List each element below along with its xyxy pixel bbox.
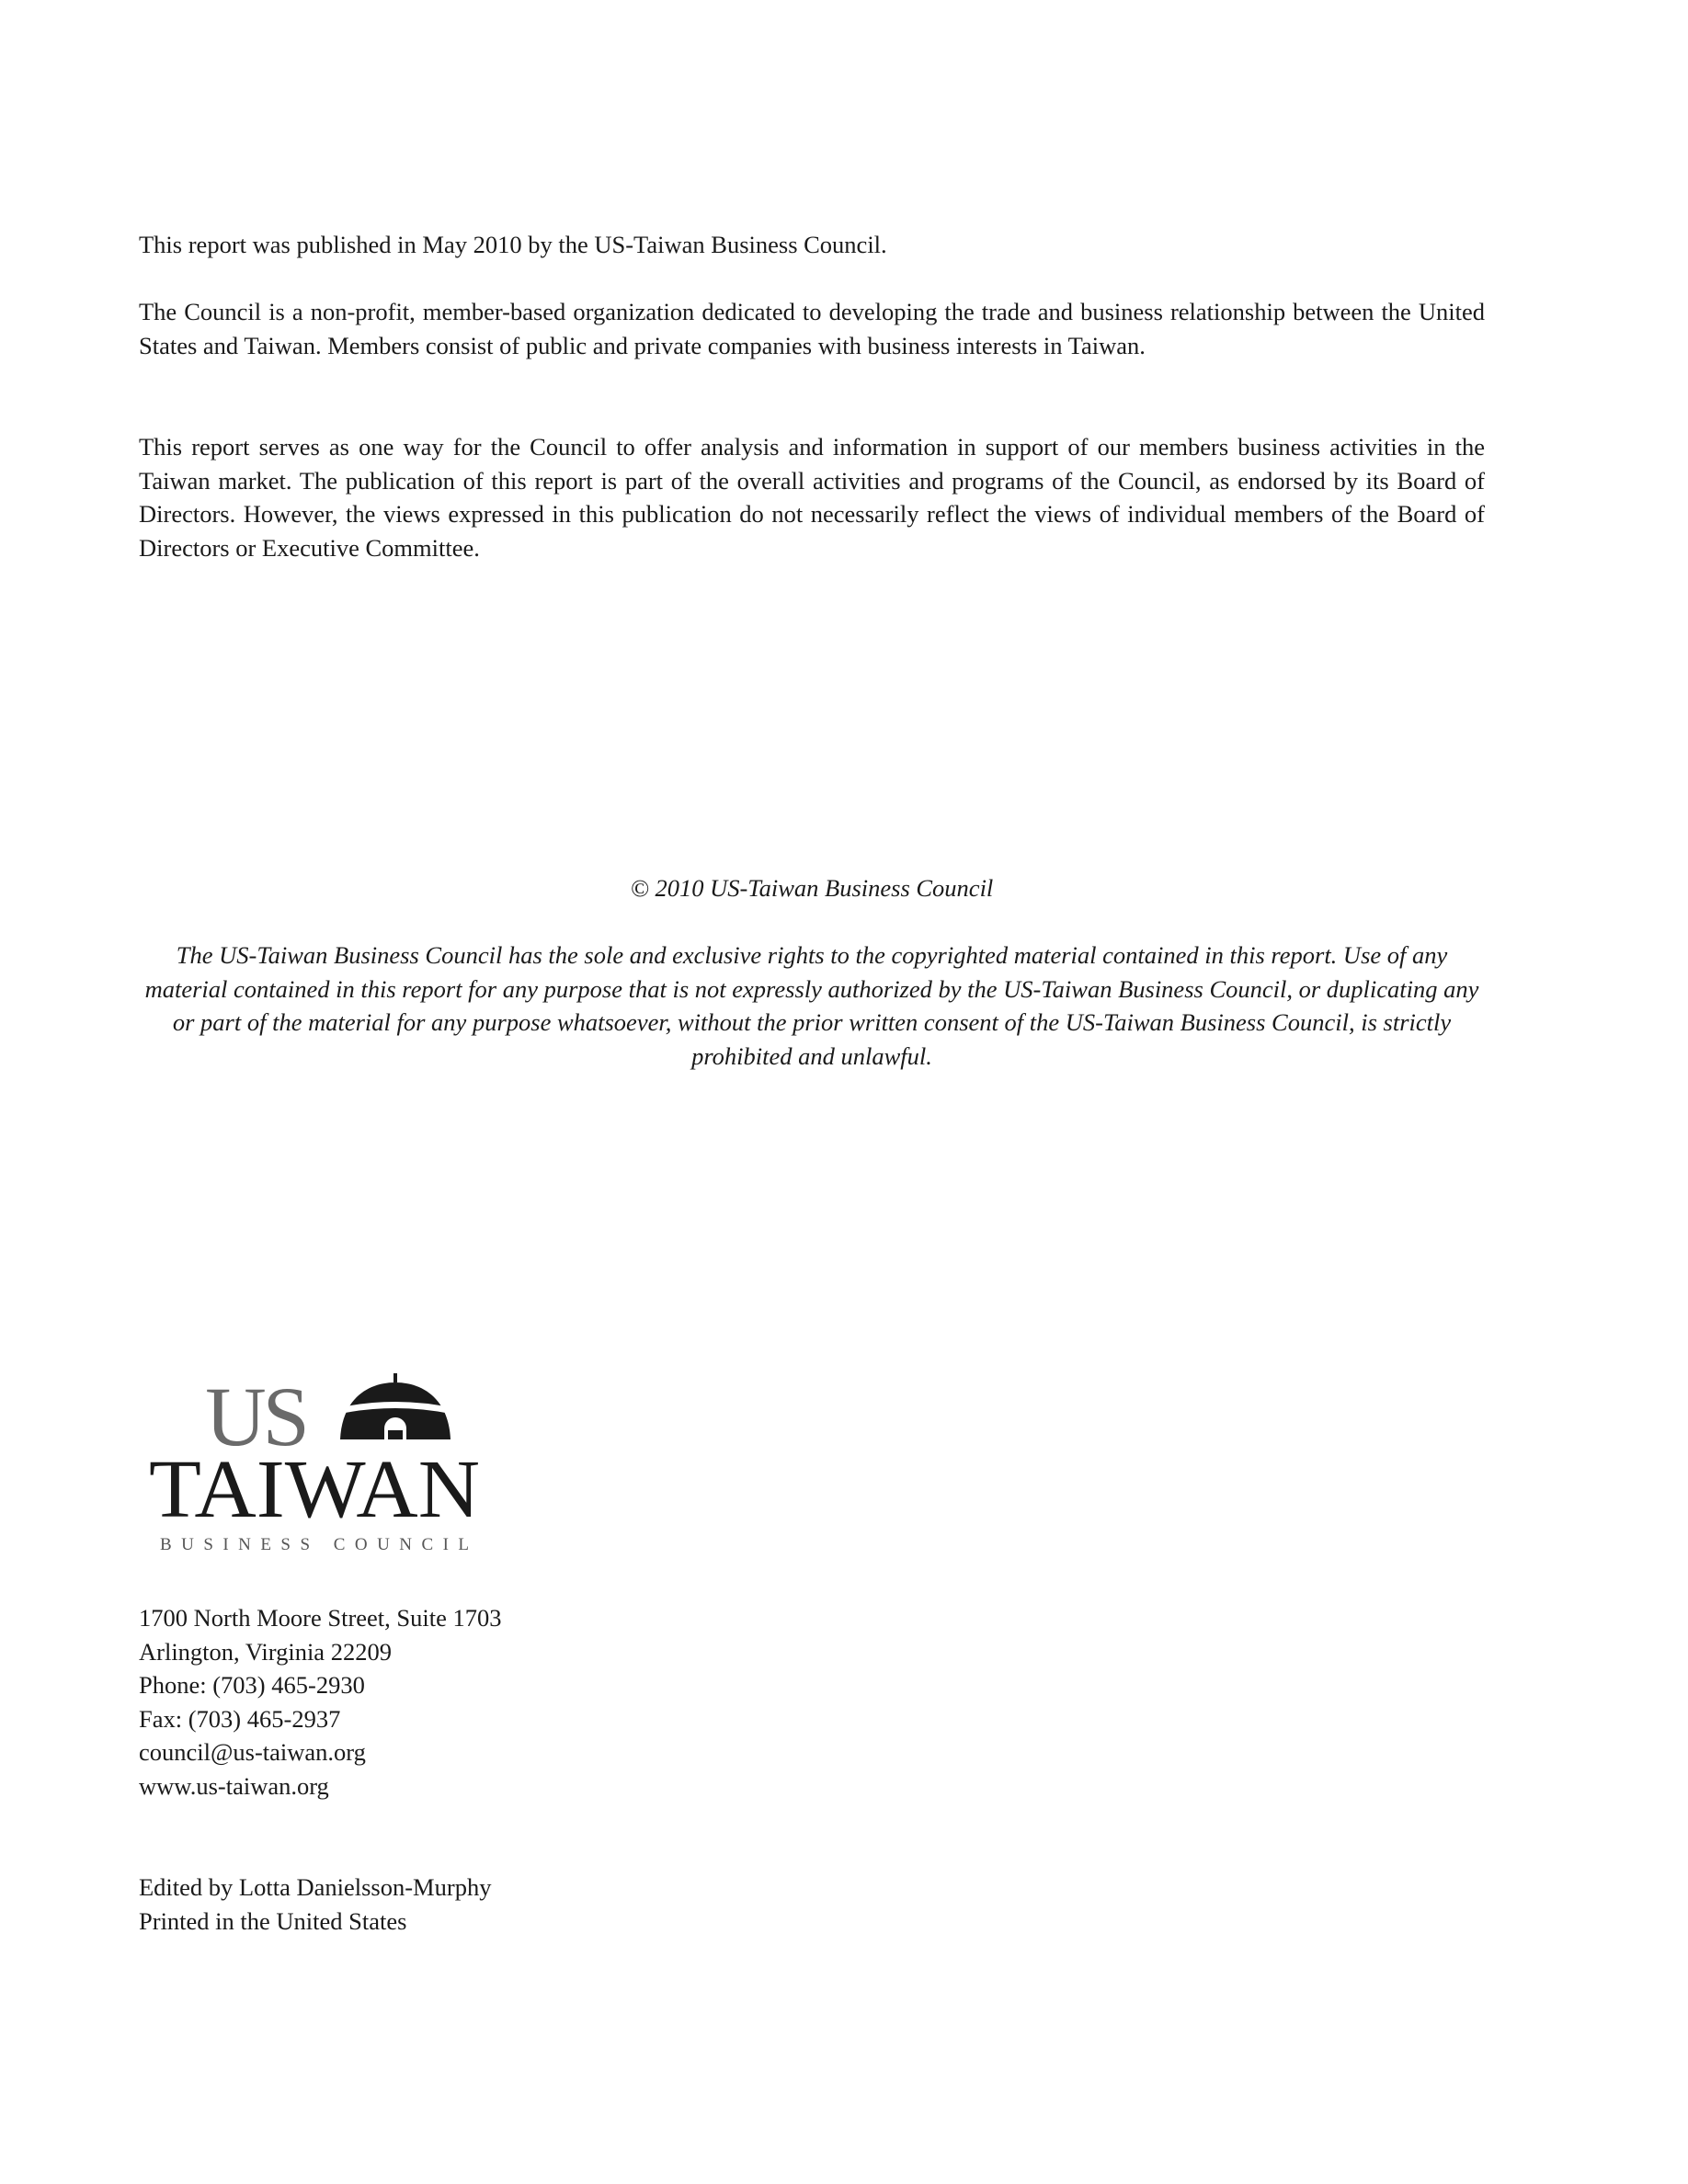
copyright-notice: © 2010 US-Taiwan Business Council — [630, 874, 994, 902]
report-purpose-paragraph: This report serves as one way for the Council to offer analysis and information in support of our members business activities in the Taiwan market. The publication of this report is part of the overall activities and programs of the Council, as endorsed by its Board of Directors. However, the views expressed in this publication do not necessarily reflect the views of individual members of the Board of Directors or Executive Committee. — [139, 433, 1485, 562]
phone-number: Phone: (703) 465-2930 — [139, 1671, 365, 1699]
logo-business-council-text: BUSINESS COUNCIL — [160, 1535, 469, 1554]
publication-statement: This report was published in May 2010 by the US-Taiwan Business Council. — [139, 231, 887, 258]
credits-block — [139, 1871, 491, 1938]
printed-location: Printed in the United States — [139, 1906, 407, 1935]
rights-statement: The US-Taiwan Business Council has the sole and exclusive rights to the copyrighted material contained in this report. Use of any material contained in this report for any purpose that is not expressly authorized by the US-Taiwan Business Council, or duplicating any or part of the material for any purpose whatsoever, without the prior written consent of the US-Taiwan Business Council, is strictly prohibited and unlawful. — [144, 941, 1479, 1070]
editor-credit: Edited by Lotta Danielsson-Murphy — [139, 1873, 492, 1901]
fax-number: Fax: (703) 465-2937 — [139, 1704, 341, 1733]
logo-us-text: US — [205, 1371, 306, 1463]
logo-taiwan-text: TAIWAN — [149, 1444, 480, 1535]
address-line-2: Arlington, Virginia 22209 — [139, 1637, 392, 1666]
email-address: council@us-taiwan.org — [139, 1738, 366, 1766]
address-line-1: 1700 North Moore Street, Suite 1703 — [139, 1604, 502, 1632]
website-url: www.us-taiwan.org — [139, 1771, 329, 1800]
us-taiwan-business-council-logo — [140, 1371, 489, 1561]
pavilion-icon — [336, 1373, 454, 1439]
contact-block — [139, 1601, 502, 1803]
council-description: The Council is a non-profit, member-based organization dedicated to developing the trade and business relationship between the United States and Taiwan. Members consist of public and private companies with business interests in Taiwan. — [139, 298, 1485, 359]
